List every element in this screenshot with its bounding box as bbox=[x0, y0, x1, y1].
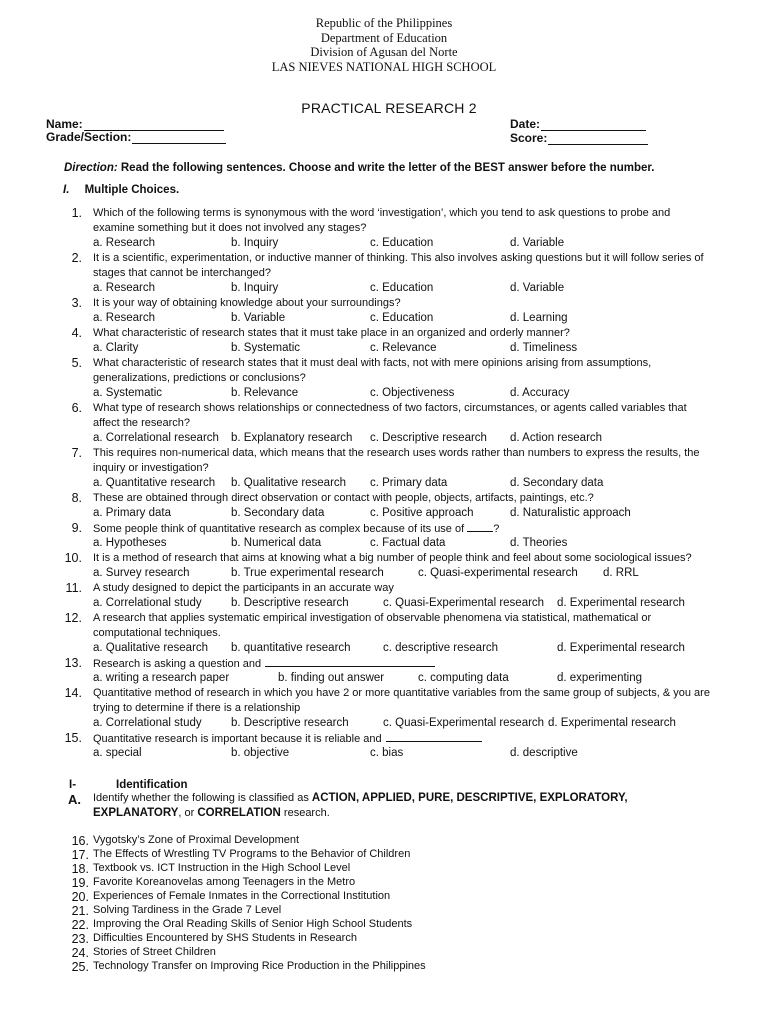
item-number: 17. bbox=[71, 848, 89, 862]
option-d: d. Naturalistic approach bbox=[510, 507, 631, 519]
item-text: Difficulties Encountered by SHS Students in Research bbox=[93, 932, 357, 944]
part1-heading bbox=[63, 184, 179, 196]
question-text bbox=[93, 551, 713, 566]
option-c: c. Quasi-Experimental research bbox=[383, 597, 545, 609]
direction bbox=[64, 162, 654, 174]
score-label: Score: bbox=[510, 131, 548, 145]
instr-terms: ACTION, APPLIED, PURE, DESCRIPTIVE, EXPLORATORY, EXPLANATORY bbox=[93, 792, 628, 819]
option-b: b. Explanatory research bbox=[231, 432, 353, 444]
option-d: d. Action research bbox=[510, 432, 603, 444]
question-text-content: Research is asking a question and bbox=[93, 658, 262, 670]
question-text-content: These are obtained through direct observation or contact with people, objects, artifacts, paintings, etc.? bbox=[93, 492, 594, 504]
question-text bbox=[93, 491, 713, 506]
item-text: Technology Transfer on Improving Rice Production in the Philippines bbox=[93, 960, 426, 972]
question-number: 12. bbox=[64, 611, 82, 625]
option-d: d. Experimental research bbox=[557, 642, 685, 654]
option-d: d. Learning bbox=[510, 312, 568, 324]
option-a: a. Research bbox=[93, 282, 156, 294]
item-text: Improving the Oral Reading Skills of Senior High School Students bbox=[93, 918, 413, 930]
question-text bbox=[93, 581, 713, 596]
header-line-school: LAS NIEVES NATIONAL HIGH SCHOOL bbox=[271, 59, 497, 74]
question-number: 4. bbox=[71, 326, 82, 340]
question-text-content: What characteristic of research states that it must deal with facts, not with mere opinions arising from assumptions, generalizations, predictions or conclusions? bbox=[93, 357, 652, 384]
option-d: d. Theories bbox=[510, 537, 568, 549]
direction-text: Read the following sentences. Choose and write the letter of the BEST answer before the number. bbox=[117, 162, 655, 174]
item-number: 23. bbox=[71, 932, 89, 946]
question-text-content: Quantitative research is important because it is reliable and bbox=[93, 733, 382, 745]
option-d: d. Experimental research bbox=[557, 597, 685, 609]
part2-letter: A. bbox=[68, 792, 81, 807]
option-d: d. Secondary data bbox=[510, 477, 604, 489]
question-number: 10. bbox=[64, 551, 82, 565]
question-text-content: It is a scientific, experimentation, or inductive manner of thinking. This also involves asking questions but it will follow series of stages that cannot be interchanged? bbox=[93, 252, 704, 279]
option-b: b. Systematic bbox=[231, 342, 301, 354]
option-c: c. Quasi-experimental research bbox=[418, 567, 578, 579]
instr-pre: Identify whether the following is classified as bbox=[93, 792, 312, 804]
option-b: b. Descriptive research bbox=[231, 717, 349, 729]
question-number: 9. bbox=[71, 521, 82, 535]
option-a: a. Qualitative research bbox=[93, 642, 209, 654]
answer-blank bbox=[386, 731, 482, 742]
option-b: b. objective bbox=[231, 747, 290, 759]
question-text bbox=[93, 656, 713, 672]
question-text bbox=[93, 326, 713, 341]
option-b: b. Inquiry bbox=[231, 237, 279, 249]
option-c: c. Objectiveness bbox=[370, 387, 455, 399]
item-text: Vygotsky’s Zone of Proximal Development bbox=[93, 834, 300, 846]
question-text-content: A study designed to depict the participants in an accurate way bbox=[93, 582, 394, 594]
question-number: 2. bbox=[71, 251, 82, 265]
question-text-content: This requires non-numerical data, which means that the research uses words rather than numbers to express the results, the inquiry or investigation? bbox=[93, 447, 700, 474]
option-c: c. Relevance bbox=[370, 342, 437, 354]
option-c: c. Primary data bbox=[370, 477, 448, 489]
question-number: 3. bbox=[71, 296, 82, 310]
option-a: a. Correlational study bbox=[93, 717, 202, 729]
option-c: c. Education bbox=[370, 312, 434, 324]
grade-section-label: Grade/Section: bbox=[46, 130, 132, 144]
option-c: c. bias bbox=[370, 747, 404, 759]
option-d: d. Variable bbox=[510, 282, 565, 294]
instr-last: CORRELATION bbox=[197, 806, 281, 819]
option-a: a. Correlational research bbox=[93, 432, 219, 444]
item-text: Textbook vs. ICT Instruction in the High School Level bbox=[93, 862, 351, 874]
question-text-content: A research that applies systematic empirical investigation of observable phenomena via statistical, mathematical or computational techniques. bbox=[93, 612, 652, 639]
option-a: a. Clarity bbox=[93, 342, 139, 354]
option-b: b. Inquiry bbox=[231, 282, 279, 294]
question-text bbox=[93, 686, 713, 716]
question-text-content: It is a method of research that aims at knowing what a big number of people think and feel about some sociological issues? bbox=[93, 552, 692, 564]
part1-title: Multiple Choices. bbox=[84, 184, 180, 196]
option-c: c. Quasi-Experimental research bbox=[383, 717, 545, 729]
option-c: c. Education bbox=[370, 237, 434, 249]
option-a: a. Research bbox=[93, 312, 156, 324]
option-c: c. Descriptive research bbox=[370, 432, 487, 444]
name-label: Name: bbox=[46, 117, 83, 131]
option-a: a. Research bbox=[93, 237, 156, 249]
grade-section-field[interactable] bbox=[46, 130, 226, 144]
option-b: b. finding out answer bbox=[278, 672, 385, 684]
item-number: 21. bbox=[71, 904, 89, 918]
option-b: b. Numerical data bbox=[231, 537, 322, 549]
item-number: 16. bbox=[71, 834, 89, 848]
option-c: c. descriptive research bbox=[383, 642, 499, 654]
item-number: 18. bbox=[71, 862, 89, 876]
option-a: a. Systematic bbox=[93, 387, 163, 399]
item-number: 20. bbox=[71, 890, 89, 904]
item-text: The Effects of Wrestling TV Programs to the Behavior of Children bbox=[93, 848, 411, 860]
option-a: a. special bbox=[93, 747, 142, 759]
option-b: b. Descriptive research bbox=[231, 597, 349, 609]
question-text bbox=[93, 731, 713, 747]
direction-label: Direction: bbox=[64, 162, 118, 174]
question-number: 1. bbox=[71, 206, 82, 220]
name-field[interactable] bbox=[46, 117, 224, 131]
question-text bbox=[93, 251, 713, 281]
item-number: 22. bbox=[71, 918, 89, 932]
part2-numeral: I- bbox=[69, 779, 77, 791]
option-a: a. writing a research paper bbox=[93, 672, 230, 684]
option-d: d. Timeliness bbox=[510, 342, 578, 354]
header-line-division: Division of Agusan del Norte bbox=[310, 45, 458, 60]
question-text bbox=[93, 356, 713, 386]
option-a: a. Hypotheses bbox=[93, 537, 167, 549]
question-text bbox=[93, 611, 713, 641]
question-number: 13. bbox=[64, 656, 82, 670]
date-label: Date: bbox=[510, 117, 541, 131]
question-text-content: What type of research shows relationships or connectedness of two factors, circumstances, or agents called variables that affect the research? bbox=[93, 402, 687, 429]
item-text: Stories of Street Children bbox=[93, 946, 216, 958]
header-line-department: Department of Education bbox=[320, 30, 448, 45]
answer-blank bbox=[265, 656, 435, 667]
part2-title: Identification bbox=[116, 779, 188, 791]
question-text-content: Quantitative method of research in which you have 2 or more quantitative variables from the same group of subjects, & you are trying to determine if there is a relationship bbox=[93, 687, 710, 714]
item-text: Experiences of Female Inmates in the Correctional Institution bbox=[93, 890, 391, 902]
option-d: d. Variable bbox=[510, 237, 565, 249]
answer-blank bbox=[467, 521, 493, 532]
option-c: c. Positive approach bbox=[370, 507, 474, 519]
option-b: b. True experimental research bbox=[231, 567, 384, 579]
question-number: 6. bbox=[71, 401, 82, 415]
option-b: b. quantitative research bbox=[231, 642, 351, 654]
question-number: 8. bbox=[71, 491, 82, 505]
item-number: 24. bbox=[71, 946, 89, 960]
option-d: d. descriptive bbox=[510, 747, 578, 759]
question-text-content: What characteristic of research states that it must take place in an organized and orderly manner? bbox=[93, 327, 570, 339]
option-b: b. Relevance bbox=[231, 387, 299, 399]
option-a: a. Correlational study bbox=[93, 597, 202, 609]
option-b: b. Qualitative research bbox=[231, 477, 347, 489]
option-d: d. experimenting bbox=[557, 672, 643, 684]
instr-or: , or bbox=[178, 806, 198, 819]
header-line-republic: Republic of the Philippines bbox=[315, 16, 453, 30]
option-c: c. Education bbox=[370, 282, 434, 294]
page-title: PRACTICAL RESEARCH 2 bbox=[301, 100, 477, 116]
question-text bbox=[93, 401, 713, 431]
score-field[interactable] bbox=[510, 131, 648, 145]
option-d: d. RRL bbox=[603, 567, 639, 579]
option-b: b. Variable bbox=[231, 312, 286, 324]
item-text: Solving Tardiness in the Grade 7 Level bbox=[93, 904, 282, 916]
option-d: d. Accuracy bbox=[510, 387, 570, 399]
question-number: 11. bbox=[65, 581, 82, 595]
question-number: 7. bbox=[71, 446, 82, 460]
option-b: b. Secondary data bbox=[231, 507, 325, 519]
question-number: 14. bbox=[64, 686, 82, 700]
question-text-content: It is your way of obtaining knowledge about your surroundings? bbox=[93, 297, 401, 309]
question-number: 15. bbox=[64, 731, 82, 745]
question-text bbox=[93, 521, 713, 537]
question-text bbox=[93, 296, 713, 311]
option-c: c. Factual data bbox=[370, 537, 446, 549]
question-number: 5. bbox=[71, 356, 82, 370]
instr-end: research. bbox=[280, 806, 330, 819]
question-text bbox=[93, 446, 713, 476]
item-text: Favorite Koreanovelas among Teenagers in the Metro bbox=[93, 876, 356, 888]
item-number: 25. bbox=[71, 960, 89, 974]
identification-instructions bbox=[93, 791, 713, 820]
option-a: a. Quantitative research bbox=[93, 477, 216, 489]
school-header bbox=[0, 16, 768, 74]
option-a: a. Primary data bbox=[93, 507, 171, 519]
part1-numeral: I. bbox=[63, 184, 70, 196]
item-number: 19. bbox=[71, 876, 89, 890]
option-a: a. Survey research bbox=[93, 567, 190, 579]
date-field[interactable] bbox=[510, 117, 646, 131]
question-text bbox=[93, 206, 713, 236]
question-text-content: Some people think of quantitative research as complex because of its use of ? bbox=[93, 523, 500, 535]
option-d: d. Experimental research bbox=[548, 717, 676, 729]
question-text-content: Which of the following terms is synonymous with the word ‘investigation’, which you tend to ask questions to probe and examine something but it does not involved any stages? bbox=[93, 207, 671, 234]
option-c: c. computing data bbox=[418, 672, 509, 684]
